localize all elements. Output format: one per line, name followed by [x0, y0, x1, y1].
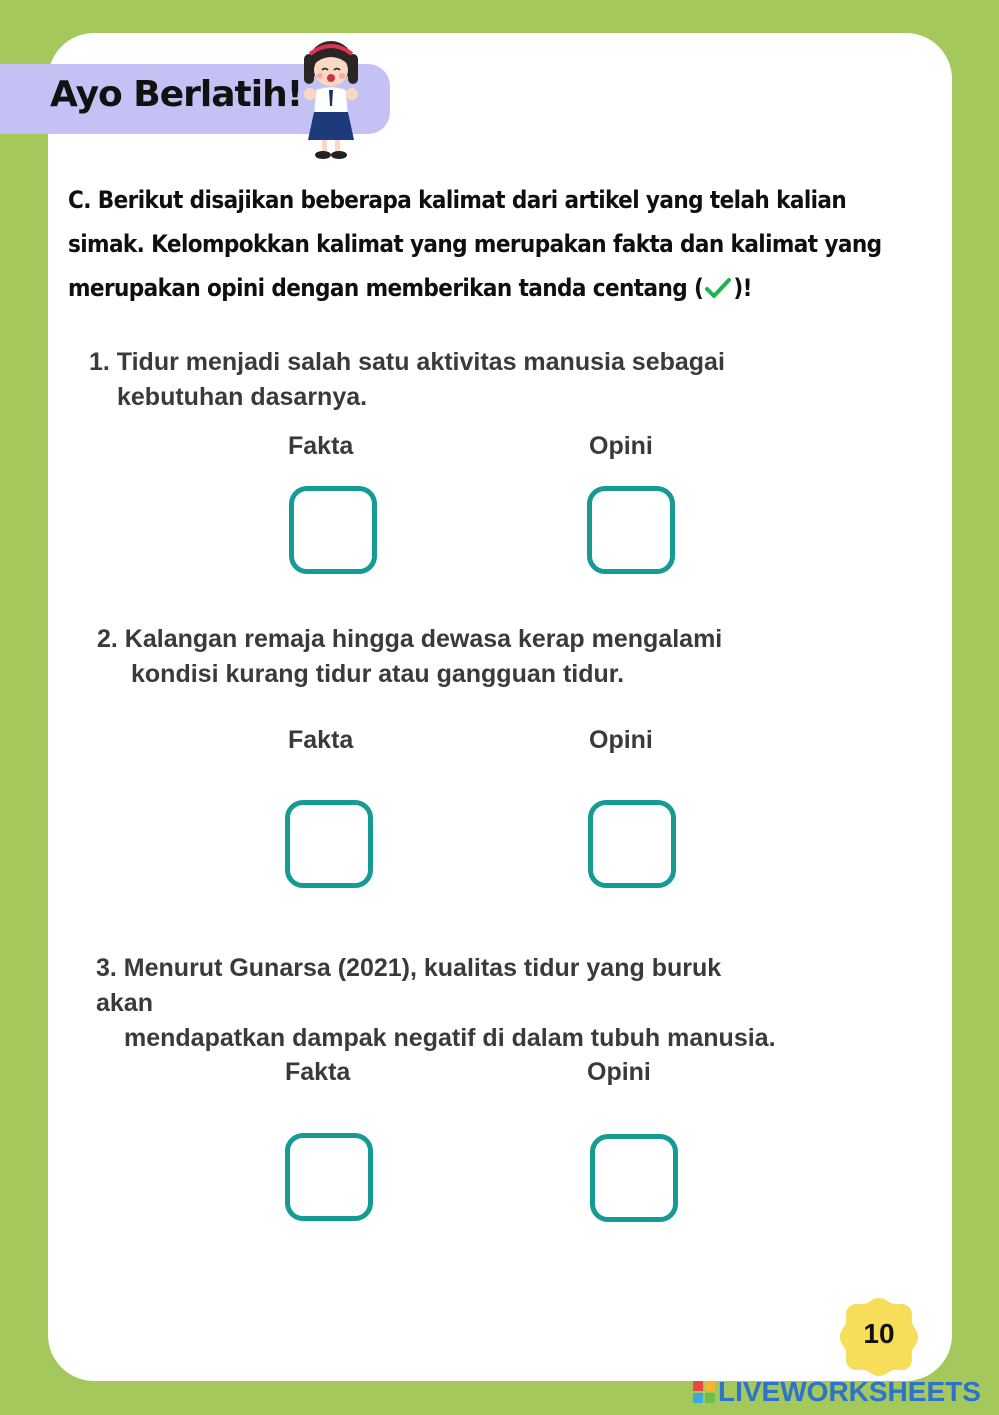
brand-name: LIVEWORKSHEETS	[718, 1376, 981, 1407]
question-1-text: 1. Tidur menjadi salah satu aktivitas manusia sebagai kebutuhan dasarnya.	[89, 348, 725, 411]
liveworksheets-logo-icon	[692, 1380, 716, 1404]
question-3-opini-checkbox[interactable]	[590, 1134, 678, 1222]
student-girl-illustration	[296, 40, 366, 162]
question-1-opini-label: Opini	[589, 432, 653, 460]
instruction-line-2: simak. Kelompokkan kalimat yang merupakan fakta dan kalimat yang	[68, 230, 882, 258]
instruction-text	[68, 178, 928, 310]
question-2-opini-checkbox[interactable]	[588, 800, 676, 888]
instruction-line-3: merupakan opini dengan memberikan tanda centang ( )!	[68, 274, 752, 302]
checkmark-icon	[703, 277, 733, 299]
question-1-opini-checkbox[interactable]	[587, 486, 675, 574]
liveworksheets-brand	[692, 1377, 981, 1407]
instruction-line-1: C. Berikut disajikan beberapa kalimat dari artikel yang telah kalian	[68, 186, 847, 214]
page-number: 10	[863, 1318, 895, 1349]
question-2-opini-label: Opini	[589, 726, 653, 754]
question-3-fakta-checkbox[interactable]	[285, 1133, 373, 1221]
page-title: Ayo Berlatih!	[50, 74, 303, 115]
question-3-fakta-label: Fakta	[285, 1058, 351, 1086]
question-1-fakta-label: Fakta	[288, 432, 354, 460]
question-2-text: 2. Kalangan remaja hingga dewasa kerap mengalami kondisi kurang tidur atau gangguan tidur.	[97, 625, 723, 688]
question-1-fakta-checkbox[interactable]	[289, 486, 377, 574]
question-3-text: 3. Menurut Gunarsa (2021), kualitas tidur yang buruk akan mendapatkan dampak negatif di dalam tubuh manusia.	[96, 954, 776, 1052]
question-2-fakta-checkbox[interactable]	[285, 800, 373, 888]
question-2-fakta-label: Fakta	[288, 726, 354, 754]
question-3-opini-label: Opini	[587, 1058, 651, 1086]
